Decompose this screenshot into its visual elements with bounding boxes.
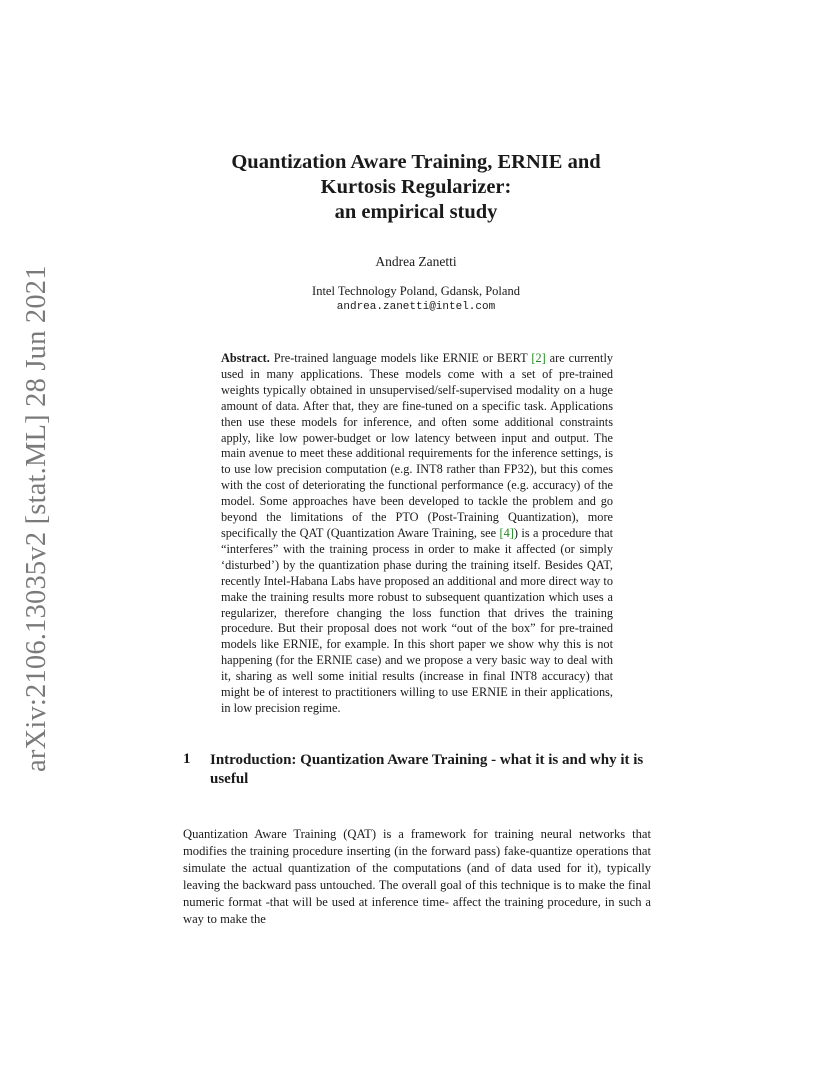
abstract-text-part-2: are currently used in many applications. These models come with a set of pre-trained weights typically obtained in unsupervised/self-supervised modality on a huge amount of data. After that, they are fine-tuned on a specific task. Applications then use these models for inference, and often some additional constraints apply, like low power-budget or low latency between input and output. The main avenue to meet these additional requirements for the inference settings, is to use low precision computation (e.g. INT8 rather than FP32), but this comes with the cost of deteriorating the functional performance (e.g. accuracy) of the model. Some approaches have been developed to tackle the problem and go beyond the limitations of the PTO (Post-Training Quantization), more specifically the QAT (Quantization Aware Training, see — [221, 351, 614, 540]
affiliation: Intel Technology Poland, Gdansk, Poland — [312, 284, 520, 298]
title-line-3: an empirical study — [334, 201, 498, 223]
abstract-text-part-3: ) is a procedure that “interferes” with the training process in order to make it affected (or simply ‘disturbed’) by the quantization phase during the training itself. Besides QAT, recently Intel-Habana Labs have proposed an additional and more direct way to make the training results more robust to subsequent quantization which uses a regularizer, therefore changing the loss function that drives the training procedure. But their proposal does not work “out of the box” for pre-trained models like ERNIE, for example. In this short paper we show why this is not happening (for the ERNIE case) and we propose a very basic way to deal with it, sharing as well some initial results (increase in final INT8 accuracy) that might be of interest to practitioners willing to use ERNIE in their applications, in low precision regime. — [221, 525, 613, 715]
abstract — [221, 351, 613, 717]
arxiv-identifier-stamp: arXiv:2106.13035v2 [stat.ML] 28 Jun 2021 — [21, 265, 52, 772]
title-line-1: Quantization Aware Training, ERNIE and — [231, 151, 601, 173]
citation-link-4[interactable]: [4] — [499, 525, 514, 540]
body-paragraph: Quantization Aware Training (QAT) is a framework for training neural networks that modifies the training procedure inserting (in the forward pass) fake-quantize operations that simulate the actual quantization of the computations (and of data used for it), typically leaving the backward pass untouched. The overall goal of this technique is to make the final numeric format -that will be used at inference time- affect the training procedure, in such a way to make the — [183, 827, 651, 926]
author-name: Andrea Zanetti — [375, 254, 457, 269]
affiliation-block — [150, 283, 682, 315]
abstract-text-part-1: Pre-trained language models like ERNIE or BERT — [269, 351, 532, 365]
citation-link-2[interactable]: [2] — [531, 351, 546, 365]
abstract-label: Abstract. — [221, 351, 270, 365]
author-email[interactable]: andrea.zanetti@intel.com — [336, 301, 496, 313]
title-line-2: Kurtosis Regularizer: — [320, 176, 512, 198]
paper-title — [150, 150, 682, 225]
section-number: 1 — [183, 751, 191, 767]
section-heading: Introduction: Quantization Aware Training - what it is and why it is useful — [210, 752, 644, 787]
